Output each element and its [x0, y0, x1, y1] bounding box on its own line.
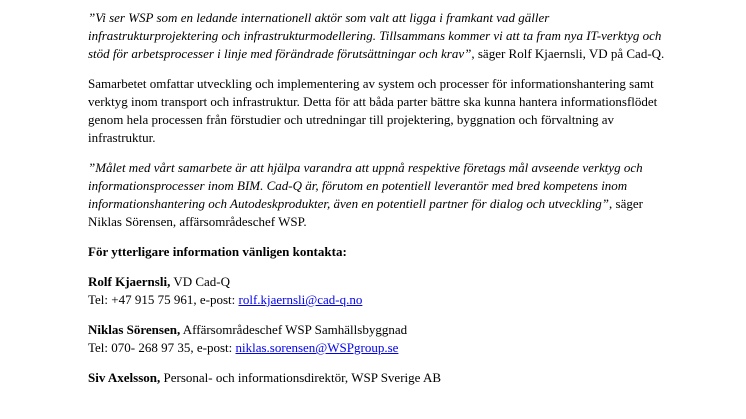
contact-block-1 — [88, 273, 668, 309]
quote-attribution-1: , säger Rolf Kjaernsli, VD på Cad-Q. — [471, 46, 665, 61]
contact-block-3 — [88, 369, 668, 387]
document-page — [88, 9, 668, 399]
contact-heading: För ytterligare information vänligen kontakta: — [88, 244, 347, 259]
contact-name: Siv Axelsson, — [88, 370, 161, 385]
contact-email-link[interactable]: niklas.sorensen@WSPgroup.se — [235, 340, 399, 355]
contact-block-2 — [88, 321, 668, 357]
contact-name-line — [88, 369, 668, 387]
contact-title: Affärsområdeschef WSP Samhällsbyggnad — [180, 322, 408, 337]
contact-phone: Tel: +47 915 75 961, e-post: — [88, 292, 239, 307]
contact-title: VD Cad-Q — [170, 274, 231, 289]
quote-text-1: ”Vi ser WSP som en ledande internationell aktör som valt att ligga i framkant vad gäller infrastrukturprojektering och infrastrukturmodellering. Tillsammans kommer vi att ta fram nya IT-verktyg och stöd för arbetsprocesser i linje med förändrade förutsättningar och krav” — [88, 10, 662, 61]
quote-attribution-2: , säger Niklas Sörensen, affärsområdeschef WSP. — [88, 196, 643, 229]
contact-name-line — [88, 273, 668, 291]
contact-name: Niklas Sörensen, — [88, 322, 181, 337]
contact-phone-line — [88, 291, 668, 309]
contact-email-link[interactable]: rolf.kjaernsli@cad-q.no — [238, 292, 363, 307]
quote-text-2: ”Målet med vårt samarbete är att hjälpa varandra att uppnå respektive företags mål avseende verktyg och informationsprocesser inom BIM. Cad-Q är, förutom en potentiell leverantör med bred kompetens inom informationshantering och Autodeskprodukter, även en potentiell partner för dialog och utveckling” — [88, 160, 643, 211]
body-paragraph: Samarbetet omfattar utveckling och implementering av system och processer för informationshantering samt verktyg inom transport och infrastruktur. Detta för att båda parter bättre ska kunna hantera informationsflödet genom hela processen från förstudier och utredningar till projektering, byggnation och förvaltning av infrastruktur. — [88, 76, 658, 145]
contact-phone: Tel: 070- 268 97 35, e-post: — [88, 340, 236, 355]
contact-name: Rolf Kjaernsli, — [88, 274, 171, 289]
quote-paragraph-2 — [88, 159, 668, 231]
contact-name-line — [88, 321, 668, 339]
contact-phone-line — [88, 339, 668, 357]
contact-title: Personal- och informationsdirektör, WSP Sverige AB — [160, 370, 442, 385]
quote-paragraph-1 — [88, 9, 668, 63]
